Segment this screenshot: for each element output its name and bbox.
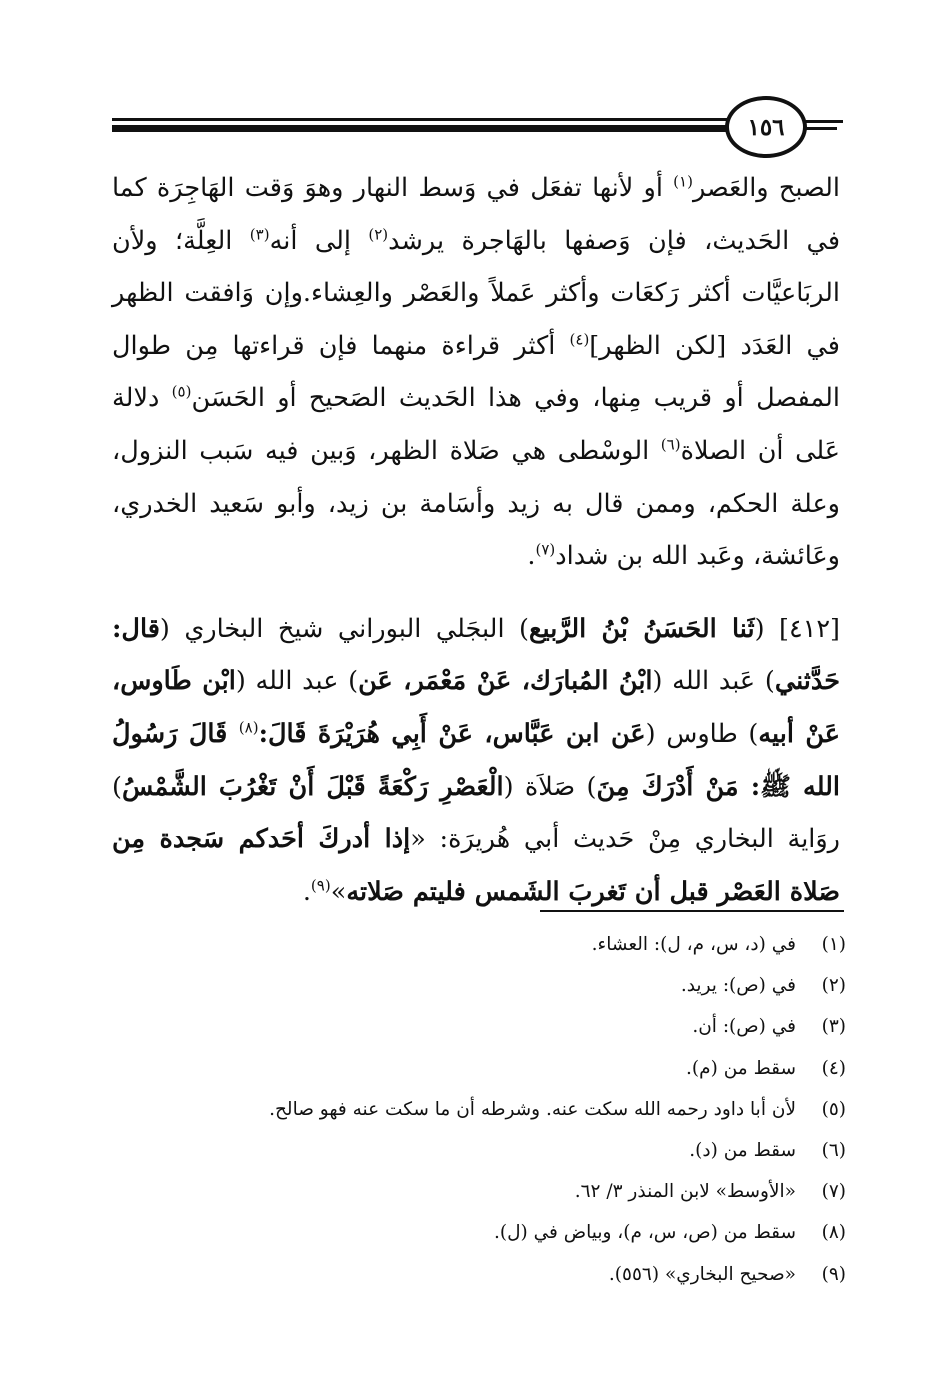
footnote-ref-2: (٢) <box>368 225 389 244</box>
footnote-separator <box>540 910 844 912</box>
text-segment: ) عَبد الله ( <box>652 666 775 697</box>
footnote-text: لأن أبا داود رحمه الله سكت عنه. وشرطه أن ما سكت عنه فهو صالح. <box>269 1098 796 1120</box>
paragraph-1 <box>112 162 840 583</box>
footnote-8 <box>112 1212 846 1253</box>
text-segment: دلالة عَلى أن الصلاة <box>112 383 840 466</box>
footnote-text: في (ص): أن. <box>692 1016 796 1038</box>
footnote-number: (٣) <box>821 1016 846 1038</box>
footnote-ref-3: (٣) <box>249 225 270 244</box>
hadith-text: الْعَصْرِ رَكْعَةً قَبْلَ أَنْ تَغْرُبَ الشَّمْسُ <box>121 771 504 802</box>
footnote-ref-8: (٨) <box>238 718 259 737</box>
text-segment: ) روَاية البخاري مِنْ حَديث أبي هُريرَة: « <box>112 771 840 855</box>
text-segment: ) صَلاَة ( <box>503 771 597 802</box>
footnote-ref-5: (٥) <box>171 382 192 401</box>
header-rule-right <box>805 120 843 123</box>
footnote-1 <box>112 924 846 965</box>
footnote-7 <box>112 1171 846 1212</box>
footnotes <box>112 924 846 1295</box>
header-rule-right-2 <box>805 127 837 130</box>
hadith-text: ثَنا الحَسَنُ بْنُ الرَّبيع <box>528 613 755 644</box>
footnote-ref-9: (٩) <box>310 876 331 895</box>
text-segment: . <box>527 541 536 572</box>
footnote-2 <box>112 965 846 1006</box>
text-segment: . <box>302 876 311 907</box>
footnote-ref-7: (٧) <box>535 540 556 559</box>
text-segment: [٤١٢] ( <box>754 613 840 644</box>
footnote-number: (٨) <box>821 1222 846 1244</box>
footnote-text: «صحيح البخاري» (٥٥٦). <box>608 1263 796 1285</box>
header-rule-top <box>112 118 732 121</box>
header-rule-thick <box>112 125 732 132</box>
footnote-9 <box>112 1254 846 1295</box>
footnote-number: (٢) <box>821 975 846 997</box>
text-segment: أكثر قراءة منهما فإن قراءتها مِن طوال المفصل أو قريب مِنها، وفي هذا الحَديث الصَحيح أو الحَسَن <box>112 330 840 414</box>
footnote-4 <box>112 1048 846 1089</box>
text-segment: » <box>330 876 347 907</box>
page-number: ١٥٦ <box>747 113 785 141</box>
footnote-ref-4: (٤) <box>569 330 590 349</box>
hadith-text: قَالَ رَسُولُ الله ﷺ: مَنْ أَدْرَكَ مِنَ <box>112 718 840 802</box>
footnote-6 <box>112 1130 846 1171</box>
footnote-number: (٤) <box>821 1057 846 1079</box>
footnote-5 <box>112 1089 846 1130</box>
hadith-text: ابْن طَاوس، عَنْ أبيه <box>112 666 841 749</box>
footnote-number: (٩) <box>821 1263 846 1285</box>
footnote-ref-6: (٦) <box>660 435 681 454</box>
text-segment: إلى أنه <box>269 225 369 256</box>
text-segment: الصبح والعَصر <box>692 173 840 203</box>
hadith-text: إذا أدركَ أحَدكم سَجدة مِن صَلاة العَصْر قبل أن تَغربَ الشَمس فليتم صَلاته <box>112 824 840 907</box>
footnote-3 <box>112 1006 846 1047</box>
hadith-text: ابْنُ المُبارَك، عَنْ مَعْمَر، عَن <box>358 666 653 697</box>
hadith-text: قال: حَدَّثني <box>112 613 841 697</box>
footnote-number: (٥) <box>821 1098 846 1120</box>
footnote-text: سقط من (د). <box>689 1140 796 1162</box>
main-text <box>112 162 840 918</box>
footnote-number: (٧) <box>821 1181 846 1203</box>
text-segment: أو لأنها تفعَل في وَسط النهار وهوَ وَقت الهَاجِرَة كما في الحَديث، فإن وَصفها بالهَاجرة يرشد <box>112 173 841 256</box>
footnote-text: في (د، س، م، ل): العشاء. <box>591 934 796 955</box>
text-segment: ) البجَلي البوراني شيخ البخاري ( <box>159 613 529 644</box>
page-number-badge <box>725 96 807 158</box>
paragraph-2 <box>112 603 840 919</box>
footnote-text: سقط من (م). <box>686 1057 796 1079</box>
footnote-text: سقط من (ص، س، م)، وبياض في (ل). <box>493 1222 796 1244</box>
page-header <box>0 0 952 160</box>
text-segment: ) عبد الله ( <box>235 666 359 697</box>
footnote-number: (١) <box>821 934 846 955</box>
footnote-number: (٦) <box>821 1140 846 1162</box>
text-segment: الوسْطى هي صَلاة الظهر، وَبين فيه سَبب النزول، وعلة الحكم، وممن قال به زيد وأسَامة بن زيد، وأبو سَعيد الخدري، وعَائشة، وعَبد الله بن شداد <box>112 435 840 572</box>
text-segment: العِلَّة؛ ولأن الربَاعيَّات أكثر رَكعَات وأكثر عَملاً والعَصْر والعِشاء.وإن وَافقت الظهر في العَدَد [لكن الظهر] <box>112 225 840 361</box>
text-segment: ) طاوس ( <box>645 718 759 749</box>
hadith-text: عَن ابن عَبَّاس، عَنْ أَبِي هُرَيْرَةَ قَالَ: <box>258 718 646 749</box>
footnote-ref-1: (١) <box>673 172 693 191</box>
footnote-text: في (ص): يريد. <box>680 975 796 997</box>
footnote-text: «الأوسط» لابن المنذر ٣/ ٦٢. <box>574 1181 796 1203</box>
